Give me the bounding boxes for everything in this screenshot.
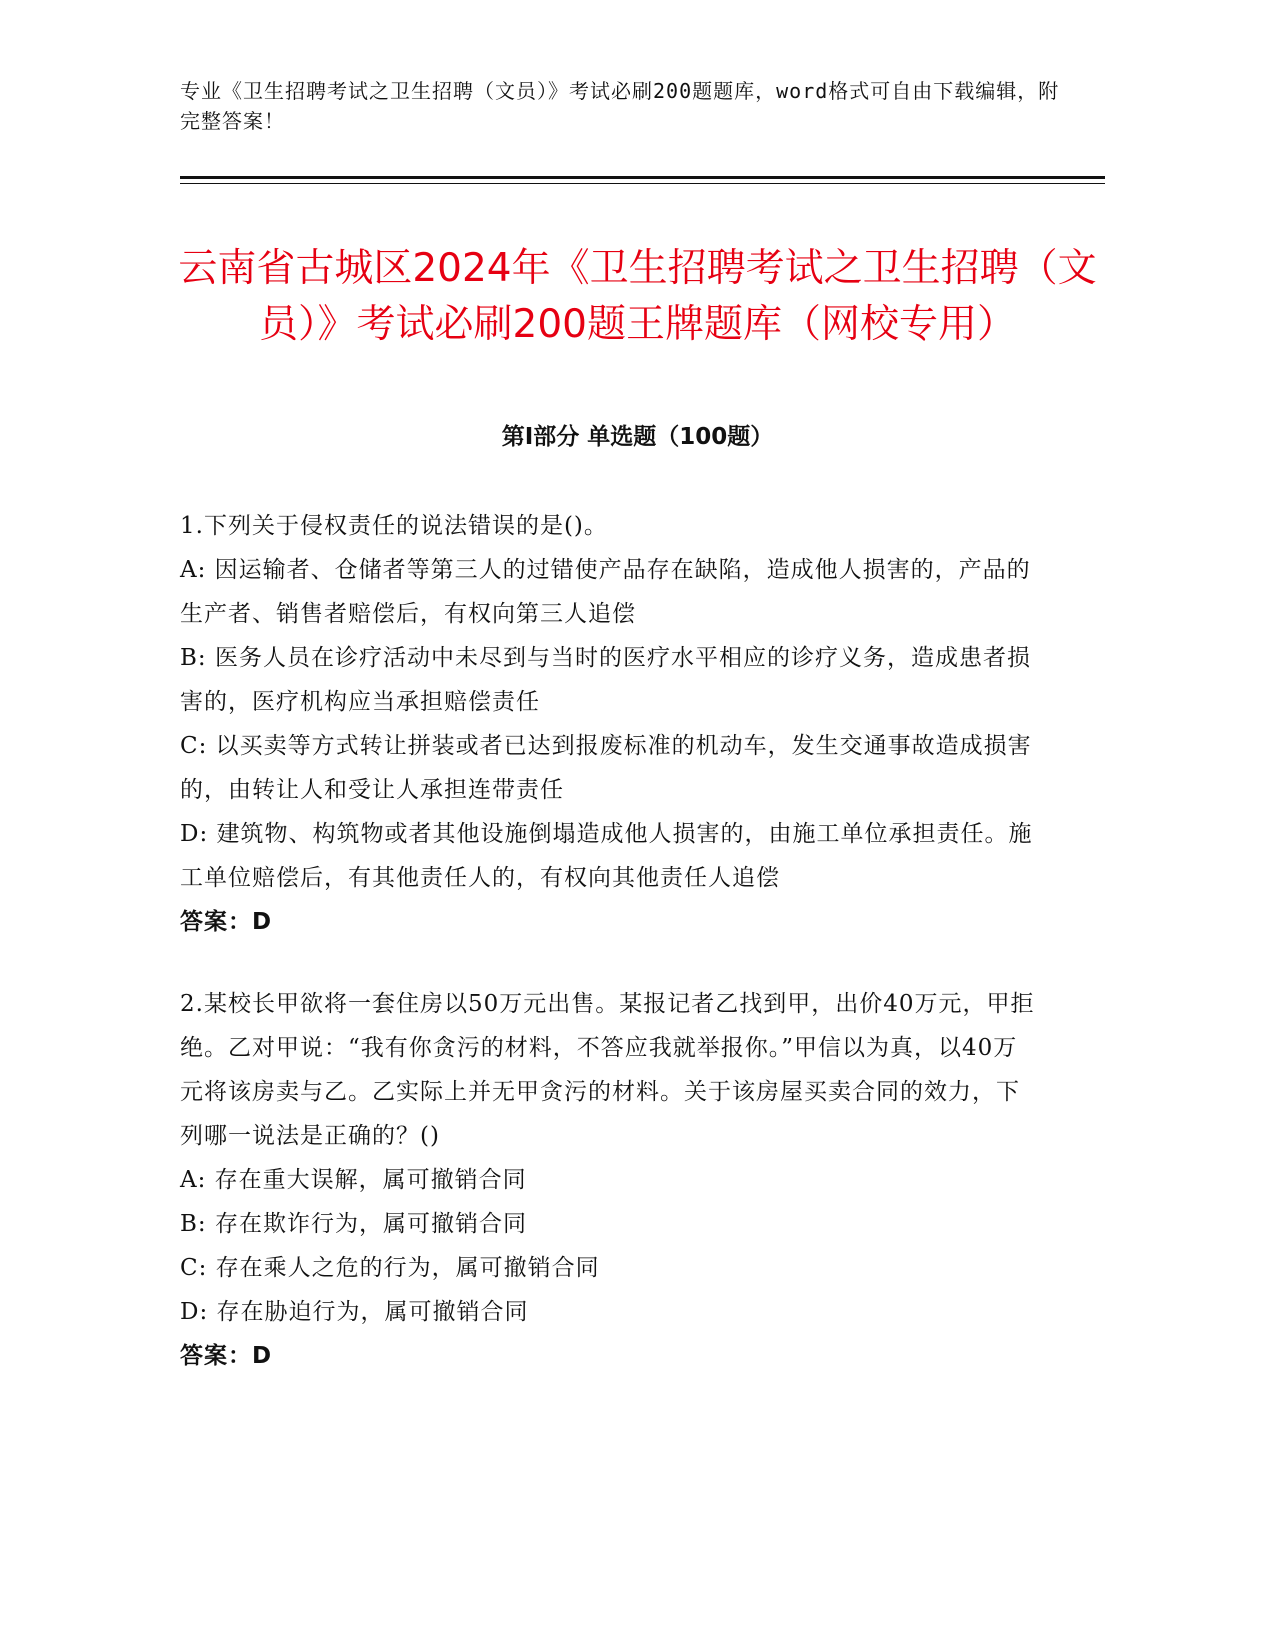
question-1 [180, 504, 1040, 944]
option-b: B: 医务人员在诊疗活动中未尽到与当时的医疗水平相应的诊疗义务，造成患者损害的，医疗机构应当承担赔偿责任 [180, 645, 1031, 715]
document-title: 云南省古城区2024年《卫生招聘考试之卫生招聘（文员）》考试必刷200题王牌题库（网校专用） [178, 246, 1097, 348]
option-a: A: 因运输者、仓储者等第三人的过错使产品存在缺陷，造成他人损害的，产品的生产者、销售者赔偿后，有权向第三人追偿 [180, 557, 1031, 627]
header-note: 专业《卫生招聘考试之卫生招聘（文员）》考试必刷200题题库，word格式可自由下载编辑，附完整答案！ [180, 79, 1060, 133]
header-divider-thin [180, 183, 1105, 184]
option-a: A: 存在重大误解，属可撤销合同 [180, 1167, 527, 1193]
answer: 答案：D [180, 909, 273, 935]
option-d: D: 建筑物、构筑物或者其他设施倒塌造成他人损害的，由施工单位承担责任。施工单位赔偿后，有其他责任人的，有权向其他责任人追偿 [180, 821, 1033, 891]
question-2 [180, 982, 1040, 1378]
section-heading: 第I部分 单选题（100题） [501, 424, 774, 450]
question-stem: 1.下列关于侵权责任的说法错误的是()。 [180, 513, 608, 539]
header-divider-thick [180, 176, 1105, 179]
option-b: B: 存在欺诈行为，属可撤销合同 [180, 1211, 527, 1237]
answer: 答案：D [180, 1343, 273, 1369]
option-c: C: 存在乘人之危的行为，属可撤销合同 [180, 1255, 600, 1281]
option-c: C: 以买卖等方式转让拼装或者已达到报废标准的机动车，发生交通事故造成损害的，由转让人和受让人承担连带责任 [180, 733, 1032, 803]
option-d: D: 存在胁迫行为，属可撤销合同 [180, 1299, 529, 1325]
question-stem: 2.某校长甲欲将一套住房以50万元出售。某报记者乙找到甲，出价40万元，甲拒绝。乙对甲说：“我有你贪污的材料，不答应我就举报你。”甲信以为真，以40万元将该房卖与乙。乙实际上并无甲贪污的材料。关于该房屋买卖合同的效力，下列哪一说法是正确的？() [180, 991, 1035, 1149]
